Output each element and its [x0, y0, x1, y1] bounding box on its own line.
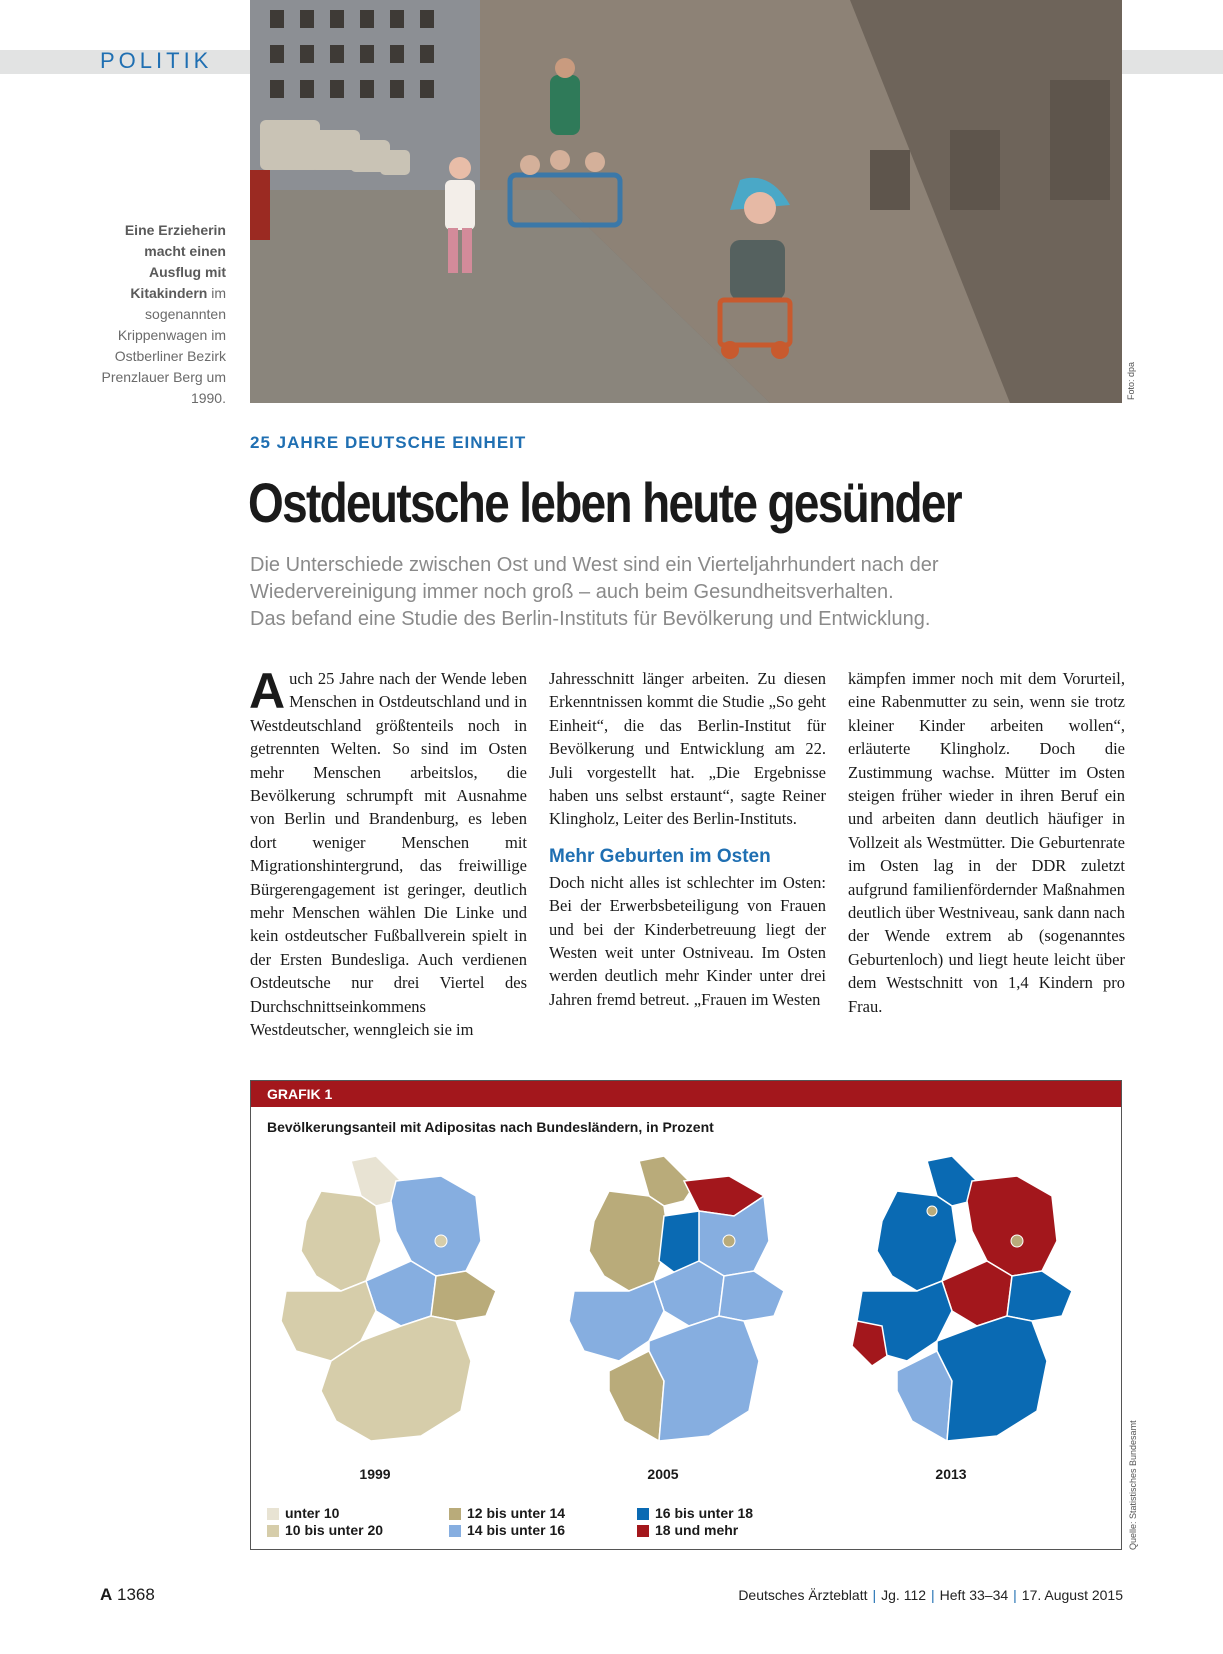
caption-bold: Eine Erzieherin macht einen Ausflug mit Kitakindern: [124, 222, 226, 301]
journal-date: 17. August 2015: [1021, 1587, 1123, 1603]
map-year-2013: 2013: [935, 1466, 967, 1482]
legend-item: [267, 1505, 383, 1522]
column-text: uch 25 Jahre nach der Wende leben Menschen in Ostdeutschland und in Westdeutschland größtenteils noch in getrennten Welten. So sind im Osten mehr Menschen arbeitslos, die Bevölkerung schrumpft mit Ausnahme von Berlin und Brandenburg, es leben dort weniger Menschen mit Migrationshintergrund, das freiwillige Bürgerengagement ist geringer, deutlich mehr Menschen wählen Die Linke und kein ostdeutscher Fußballverein spielt in der Ersten Bundesliga. Auch verdienen Ostdeutsche nur drei Viertel des Durchschnittseinkommens Westdeutscher, wenngleich sie im: [250, 669, 527, 1040]
column-text: kämpfen immer noch mit dem Vorurteil, eine Rabenmutter zu sein, wenn sie trotz kleiner Kinder arbeiten wollen“, erläuterte Klingholz. Doch die Zustimmung wachse. Mütter im Osten steigen früher wieder in ihren Beruf ein und arbeiten dann deutlich häufiger in Vollzeit als Westmütter. Die Geburtenrate im Osten lag in der DDR zuletzt aufgrund familienfördernder Maßnahmen deutlich über Westniveau, sank dann nach der Wende extrem ab (sogenanntes Geburtenloch) und liegt heute leicht über dem Westschnitt von 1,4 Kindern pro Frau.: [848, 669, 1125, 1016]
caption-text: im sogenannten Krippenwagen im Ostberliner Bezirk Prenzlauer Berg um 1990.: [101, 285, 226, 406]
legend-group-1: [267, 1505, 383, 1539]
article-kicker: 25 JAHRE DEUTSCHE EINHEIT: [250, 433, 527, 452]
page-prefix: A: [100, 1585, 113, 1604]
legend-swatch: [267, 1525, 279, 1537]
legend-label: 14 bis unter 16: [467, 1522, 566, 1538]
map-2005: [569, 1156, 784, 1441]
journal-name: Deutsches Ärzteblatt: [738, 1587, 868, 1603]
column-text: Jahresschnitt länger arbeiten. Zu diesen Erkenntnissen kommt die Studie „So geht Einheit“, die das Berlin-Institut für Bevölkerung und Entwicklung am 22. Juli vorgestellt hat. „Die Ergebnisse haben uns selbst erstaunt“, sagte Reiner Klingholz, Leiter des Berlin-Instituts.: [549, 669, 826, 829]
legend-item: [637, 1522, 753, 1539]
legend-swatch: [449, 1508, 461, 1520]
legend-item: [449, 1505, 565, 1522]
graphic-source: Quelle: Statistisches Bundesamt: [1128, 1420, 1138, 1550]
legend-label: 18 und mehr: [655, 1522, 739, 1538]
legend-label: 10 bis unter 20: [285, 1522, 384, 1538]
legend-item: [637, 1505, 753, 1522]
journal-issue: Heft 33–34: [939, 1587, 1009, 1603]
section-bar-right: [1122, 50, 1223, 74]
article-column-2: [549, 667, 826, 1011]
journal-volume: Jg. 112: [881, 1587, 927, 1603]
map-1999: [281, 1156, 496, 1441]
legend-swatch: [637, 1525, 649, 1537]
photo-credit: Foto: dpa: [1126, 361, 1136, 400]
graphic-label: GRAFIK 1: [251, 1081, 1121, 1107]
subheading: Mehr Geburten im Osten: [549, 845, 771, 867]
street-scene-illustration: [250, 0, 1122, 403]
legend-item: [267, 1522, 383, 1539]
page-number: [100, 1585, 155, 1605]
article-headline: Ostdeutsche leben heute gesünder: [248, 471, 962, 534]
article-lead: [250, 552, 1110, 633]
lead-line: Die Unterschiede zwischen Ost und West sind ein Vierteljahrhundert nach der: [250, 554, 939, 576]
legend-label: 16 bis unter 18: [655, 1505, 754, 1521]
legend-label: unter 10: [285, 1505, 340, 1521]
article-column-3: [848, 667, 1125, 1018]
legend-group-2: [449, 1505, 565, 1539]
graphic-box: [250, 1080, 1122, 1550]
legend-group-3: [637, 1505, 753, 1539]
drop-cap: A: [249, 663, 286, 719]
article-photo: [250, 0, 1122, 403]
lead-line: Das befand eine Studie des Berlin-Instituts für Bevölkerung und Entwicklung.: [250, 608, 931, 630]
map-year-2005: 2005: [647, 1466, 679, 1482]
photo-caption: [98, 220, 226, 409]
legend-label: 12 bis unter 14: [467, 1505, 566, 1521]
germany-maps: [261, 1151, 1111, 1461]
map-2013: [852, 1156, 1072, 1441]
lead-line: Wiedervereinigung immer noch groß – auch beim Gesundheitsverhalten.: [250, 581, 894, 603]
map-year-1999: 1999: [359, 1466, 391, 1482]
journal-info: Deutsches Ärzteblatt | Jg. 112 | Heft 33–34 | 17. August 2015: [738, 1587, 1123, 1603]
legend-item: [449, 1522, 565, 1539]
column-text: Doch nicht alles ist schlechter im Osten: Bei der Erwerbsbeteiligung von Frauen und bei der Kinderbetreuung liegt der Westen weit unter Ostniveau. Im Osten werden deutlich mehr Kinder unter drei Jahren fremd betreut. „Frauen im Westen: [549, 872, 826, 1009]
legend-swatch: [637, 1508, 649, 1520]
section-label: POLITIK: [100, 48, 213, 73]
graphic-title: Bevölkerungsanteil mit Adipositas nach Bundesländern, in Prozent: [267, 1119, 714, 1135]
article-column-1: [249, 663, 527, 1042]
legend-swatch: [449, 1525, 461, 1537]
legend-swatch: [267, 1508, 279, 1520]
page-number-value: 1368: [117, 1585, 155, 1604]
